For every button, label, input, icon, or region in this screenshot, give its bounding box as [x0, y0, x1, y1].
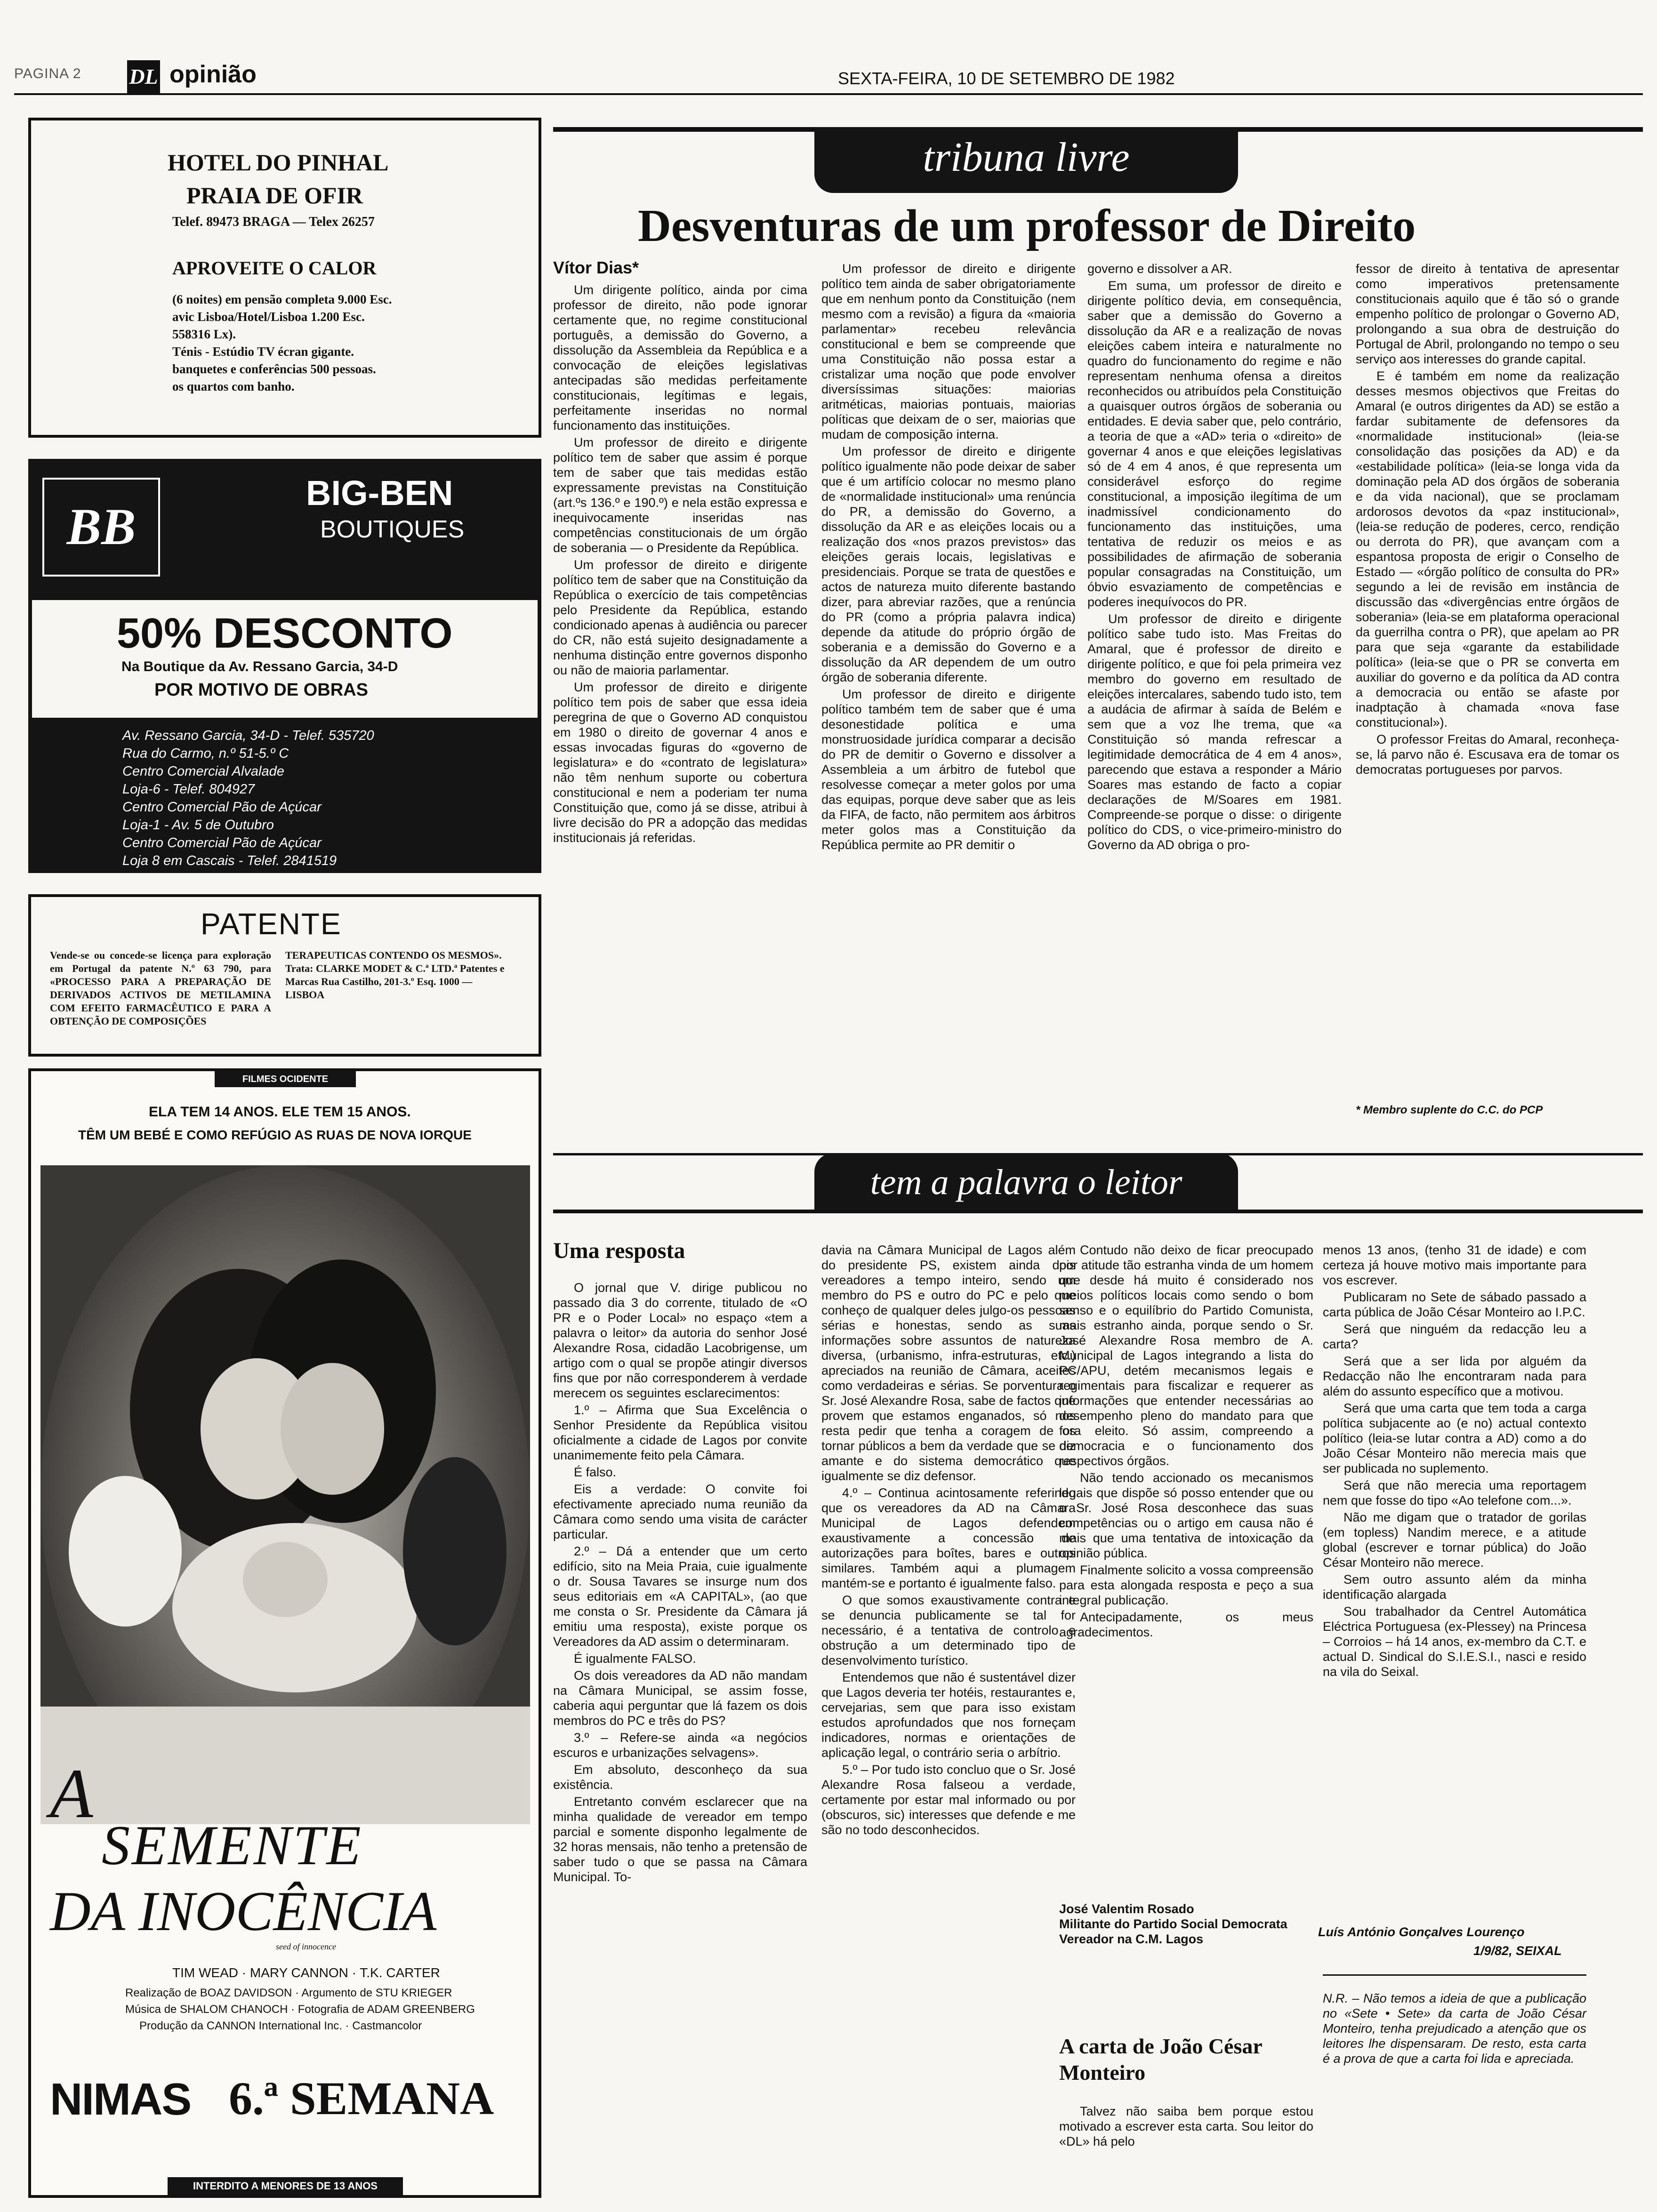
tribuna-headline: Desventuras de um professor de Direito	[638, 200, 1416, 251]
paragraph: Antecipadamente, os meus agradecimentos.	[1059, 1610, 1313, 1639]
bigben-line2: POR MOTIVO DE OBRAS	[154, 680, 368, 700]
paragraph: O jornal que V. dirige publicou no passado dia 3 do corrente, titulado de «O PR e o Poder Local» no espaço «tem a palavra o leitor» da autoria do senhor José Alexandre Rosa, cidadão Lacobrigense, um artigo com o qual se propõe atingir diversos fins que por não corresponderem à verdade merecem os seguintes esclarecimentos:	[553, 1281, 807, 1400]
tribuna-column-1	[553, 282, 807, 1125]
leitor-banner-text: tem a palavra o leitor	[870, 1162, 1182, 1202]
bigben-logo-text: BB	[66, 498, 136, 555]
hotel-name: HOTEL DO PINHAL	[168, 149, 389, 176]
paragraph: fessor de direito à tentativa de apresentar como imperativos pretensamente constitucionais aquilo que é tão só o grande empenho político de prolongar o Governo AD, prolongando a sua obra de destruição do Portugal de Abril, prolongando no tempo o seu serviço aos interesses do grande capital.	[1356, 262, 1619, 366]
film-credits2: Música de SHALOM CHANOCH · Fotografia de ADAM GREENBERG	[125, 2003, 475, 2016]
tribuna-footnote: * Membro suplente do C.C. do PCP	[1356, 1104, 1543, 1116]
note-rule	[1323, 1974, 1586, 1976]
film-title-line2: DA INOCÊNCIA	[50, 1880, 437, 1942]
paragraph: Um professor de direito e dirigente político tem ainda de saber obrigatoriamente que em nenhum ponto da Constituição (nem mesmo com a revisão) a figura da «maioria parlamentar» recebeu relevância constitucional e bem se compreende que uma Constituição não possa estar a cristalizar uma noção que pode envolver diversíssimas situações: maiorias aritméticas, maiorias pontuais, maiorias políticas que deixam de o ser, maiorias que mudam de composição interna.	[821, 262, 1076, 441]
film-week: 6.ª SEMANA	[229, 2072, 494, 2124]
hotel-line: banquetes e conferências 500 pessoas.	[172, 362, 376, 376]
bigben-top	[28, 459, 541, 600]
paragraph: davia na Câmara Municipal de Lagos além do presidente PS, existem ainda dois vereadores a tempo inteiro, sendo um membro do PS e outro do PC e pelo que conheço de qualquer deles julgo-os pessoas sérias e honestas, sendo as suas informações sobre assuntos de natureza diversa, (urbanismo, infra-estruturas, etc.) apreciados na reunião de Câmara, aceites como verdadeiras e sérias. Se porventura o Sr. José Alexandre Rosa, sabe de factos que provem que estamos enganados, só nos resta pedir que tenha a coragem de os tornar públicos a bem da verdade que se diz amante e do sistema democrático que igualmente se diz defensor.	[821, 1243, 1076, 1483]
tribuna-column-3	[1087, 261, 1342, 1125]
film-tagline1: ELA TEM 14 ANOS. ELE TEM 15 ANOS.	[149, 1104, 411, 1120]
paragraph: E é também em nome da realização desses mesmos objectivos que Freitas do Amaral (e outros dirigentes da AD) se estão a fardar subitamente de defensores da «normalidade institucional» (leia-se consolidação das posições da AD) e da «estabilidade política» (leia-se longa vida da dominação pela AD dos órgãos de soberania e da vida nacional), que se proclamam ardorosos devotos da «paz institucional», (leia-se redução de poderes, cerco, rendição ou derrota do PR), que avançam com a espantosa proposta de erigir o Conselho de Estado — «órgão político de consulta do PR» segundo a lei de revisão em instância de discussão das «divergências entre órgãos de soberania» (leia-se em plataforma operacional da guerrilha contra o PR), que apelam ao PR para que seja «garante da estabilidade política» (leia-se que o PR se converta em auxiliar do governo e da política da AD contra a democracia ou então se afaste por inadptação à chamada «nova fase constitucional»).	[1356, 369, 1619, 729]
paragraph: 2.º – Dá a entender que um certo edifício, sito na Meia Praia, cuie igualmente o dr. Sousa Tavares se insurge num dos seus editoriais em «A CAPITAL», (ao que me consta o Sr. Presidente da Câmara já emitiu uma resposta), existe porque os Vereadores da AD assim o determinaram.	[553, 1544, 807, 1649]
paragraph: Em absoluto, desconheço da sua existência.	[553, 1763, 807, 1792]
paragraph: Sem outro assunto além da minha identificação alargada	[1323, 1572, 1586, 1602]
address-line: Centro Comercial Pão de Açúcar	[122, 835, 322, 850]
dl-logo-text: DL	[129, 64, 158, 88]
leitor-column-4	[1323, 1242, 1586, 1897]
paragraph: Contudo não deixo de ficar preocupado por atitude tão estranha vinda de um homem que desde há muito é considerado nos meios políticos locais como sendo o bom senso e o equilíbrio do Partido Comunista, mais estranho ainda, porque sendo o Sr. José Alexandre Rosa membro de A. Municipal de Lagos integrando a lista do PC/APU, detém mecanismos legais e regimentais para fiscalizar e requerer as informações que entender necessárias ao desempenho pleno do mandato para que fora eleito. Só assim, compreendo a democracia e o funcionamento dos respectivos órgãos.	[1059, 1243, 1313, 1468]
paragraph: Será que não merecia uma reportagem nem que fosse do tipo «Ao telefone com...».	[1323, 1478, 1586, 1507]
bigben-title: BIG-BEN	[306, 473, 453, 513]
paragraph: menos 13 anos, (tenho 31 de idade) e com certeza já houve motivo mais importante para vos escrever.	[1323, 1243, 1586, 1287]
leitor-column-3	[1059, 1242, 1313, 1892]
film-poster-image	[40, 1165, 530, 1824]
paragraph: O professor Freitas do Amaral, reconheça-se, lá parvo não é. Escusava era de tomar os democratas portugueses por parvos.	[1356, 732, 1619, 777]
paragraph: 1.º – Afirma que Sua Excelência o Senhor Presidente da República visitou oficialmente a cidade de Lagos por convite unanimemente feito pela Câmara.	[553, 1403, 807, 1462]
film-original-title: seed of innocence	[276, 1942, 336, 1951]
address-line: Centro Comercial Alvalade	[122, 764, 284, 779]
editor-note: N.R. – Não temos a ideia de que a publicação no «Sete • Sete» da carta de João César Monteiro, tenha prejudicado a atenção que os leitores lhe dispensaram. De resto, esta carta é a prova de que a carta foi lida e apreciada.	[1323, 1991, 1586, 2066]
paragraph: Finalmente solicito a vossa compreensão para esta alongada resposta e peço a sua integral publicação.	[1059, 1563, 1313, 1607]
paragraph: Entendemos que não é sustentável dizer que Lagos deveria ter hotéis, restaurantes e, cervejarias, sem que para isso existam estudos aprofundados que nos forneçam indicadores, normas e orientações de aplicação legal, o contrário seria o arbítrio.	[821, 1670, 1076, 1760]
bigben-subtitle: BOUTIQUES	[320, 516, 465, 543]
paragraph: Publicaram no Sete de sábado passado a carta pública de João César Monteiro ao I.P.C.	[1323, 1290, 1586, 1319]
signature-line: Vereador na C.M. Lagos	[1059, 1932, 1204, 1946]
paragraph: Um professor de direito e dirigente político sabe tudo isto. Mas Freitas do Amaral, que é professor de direito e dirigente político, e que foi pela primeira vez membro do governo em resultado de eleições intercalares, sabendo tudo isto, tem a audácia de afirmar à saída de Belém e sem que a voz lhe trema, que «a Constituição só manda refrescar a legitimidade democrática de 4 em 4 anos», parecendo que estava a responder a Mário Soares mas estando de facto a copiar declarações de M/Soares em 1981. Compreende-se porque o disse: o dirigente político do CDS, o vice-primeiro-ministro do Governo da AD obriga o pro-	[1087, 612, 1342, 852]
signature-line: Militante do Partido Social Democrata	[1059, 1917, 1287, 1931]
patente-left-text: Vende-se ou concede-se licença para exploração em Portugal da patente N.º 63 790, para «PROCESSO PARA A PREPARAÇÃO DE DERIVADOS ACTIVOS DE METILAMINA COM EFEITO FARMACÊUTICO E PARA A OBTENÇÃO DE COMPOSIÇÕES	[50, 949, 271, 1027]
film-ad	[28, 1068, 541, 2198]
bigben-discount: 50% DESCONTO	[117, 610, 453, 657]
paragraph: Um professor de direito e dirigente político também tem de saber que é uma desonestidade política e uma monstruosidade jurídica comparar a decisão do PR de demitir o Governo e dissolver a Assembleia a um árbitro de futebol que resolvesse começar a meter golos por uma das equipas, porque deve saber que as leis da FIFA, de facto, não permitem aos árbitros meter golos mas a Constituição da República permite ao PR demitir o	[821, 687, 1076, 852]
film-distributor	[215, 1071, 356, 1087]
bigben-addresses	[28, 718, 541, 873]
header-rule	[14, 93, 1643, 95]
paragraph: Não tendo accionado os mecanismos legais que dispõe só posso entender que ou o Sr. José Rosa desconhece das suas competências ou o artigo em causa não é mais que uma tentativa de intoxicação da opinião pública.	[1059, 1471, 1313, 1560]
address-line: Centro Comercial Pão de Açúcar	[122, 800, 322, 815]
paragraph: É igualmente FALSO.	[574, 1651, 696, 1666]
paragraph: Um professor de direito e dirigente político igualmente não pode deixar de saber que é um artifício colocar no mesmo plano de «normalidade institucional» uma renúncia do PR, a demissão do Governo, a dissolução da AR e as eleições locais ou a realização dos «nos prazos previstos» das eleições gerais locais, legislativas e presidenciais. Porque se trata de questões e actos de natureza muito diferente bastando dizer, para abreviar razões, que a renúncia do PR (como a própria palavra indica) depende da atitude do próprio órgão de soberania e a demissão do Governo e a dissolução da AR dependem de um outro órgão de soberania diferente.	[821, 444, 1076, 684]
address-line: Loja-6 - Telef. 804927	[122, 782, 255, 797]
film-distributor-text: FILMES OCIDENTE	[242, 1074, 329, 1084]
hotel-line: Ténis - Estúdio TV écran gigante.	[172, 345, 354, 359]
hotel-line: (6 noites) em pensão completa 9.000 Esc.	[172, 292, 392, 306]
paragraph: Não me digam que o tratador de gorilas (em topless) Nandim merece, e a atitude global (escrever e tornar pública) do João César Monteiro não merece.	[1323, 1510, 1586, 1570]
bigben-discount-box	[28, 600, 541, 718]
patente-title: PATENTE	[201, 907, 342, 941]
address-line: Av. Ressano Garcia, 34-D - Telef. 535720	[122, 728, 374, 743]
hotel-location: PRAIA DE OFIR	[186, 182, 363, 208]
paragraph: 5.º – Por tudo isto concluo que o Sr. José Alexandre Rosa falseou a verdade, certamente por estar mal informado ou por (obscuros, sic) interesses que defende e me são no todo desconhecidos.	[821, 1763, 1076, 1837]
paragraph: Os dois vereadores da AD não mandam na Câmara Municipal, se assim fosse, caberia aqui perguntar que lá fazem os dois membros do PC e três do PS?	[553, 1668, 807, 1728]
bigben-logo	[42, 478, 160, 577]
leitor-column-3b	[1059, 2104, 1313, 2188]
paragraph: Talvez não saiba bem porque estou motivado a escrever esta carta. Sou leitor do «DL» há pelo	[1059, 2104, 1313, 2148]
signature-2-date: 1/9/82, SEIXAL	[1473, 1944, 1562, 1958]
leitor-banner	[814, 1153, 1238, 1212]
film-tagline2: TÊM UM BEBÉ E COMO REFÚGIO AS RUAS DE NOVA IORQUE	[78, 1128, 472, 1142]
hotel-line: avic Lisboa/Hotel/Lisboa 1.200 Esc.	[172, 310, 365, 324]
hotel-ad	[28, 118, 541, 438]
page-date: SEXTA-FEIRA, 10 DE SETEMBRO DE 1982	[838, 69, 1175, 88]
film-credits1: Realização de BOAZ DAVIDSON · Argumento de STU KRIEGER	[125, 1987, 452, 1999]
paragraph: Em suma, um professor de direito e dirigente político devia, em consequência, saber que a demissão do Governo a dissolução da AR e a realização de novas eleições cabem inteira e naturalmente no quadro do funcionamento do regime e não representam nenhuma ofensa a direitos reconhecidos ou atribuídos pela Constituição a quaisquer outros órgãos de soberania ou entidades. E devia saber que, pelo contrário, a teoria de que a «AD» teria o «direito» de governar 4 anos e que eleições legislativas só de 4 em 4 anos, é que representa um considerável esforço do regime constitucional, a imposição ilegítima de um inadmissível condicionamento do funcionamento das instituições, uma tentativa de reduzir os meios e as possibilidades de afirmação de soberania popular consagradas na Constituição, um óbvio esvaziamento de competências e poderes inequívocos do PR.	[1087, 279, 1342, 609]
paragraph: Sou trabalhador da Centrel Automática Eléctrica Portuguesa (ex-Plessey) na Princesa – Corroios – há 14 anos, ex-membro da C.T. e actual D. Sindical do S.I.E.S.I., nasci e resido na vila do Seixal.	[1323, 1604, 1586, 1679]
hotel-line: os quartos com banho.	[172, 379, 295, 393]
paragraph: 4.º – Continua acintosamente referindo que os vereadores da AD na Câmara Municipal de Lagos defendem exaustivamente a concessão de autorizações para boîtes, bares e outros similares. Também aqui a plumagem mantém-se e portanto é igualmente falso.	[821, 1486, 1076, 1590]
leitor-rule-bottom	[553, 1210, 1643, 1213]
patente-right-text: TERAPEUTICAS CONTENDO OS MESMOS». Trata: CLARKE MODET & C.ª LTD.ª Patentes e Marcas Rua Castilho, 201-3.º Esq. 1000 — LISBOA	[285, 949, 505, 1001]
hotel-headline: APROVEITE O CALOR	[172, 257, 377, 279]
hotel-contact: Telef. 89473 BRAGA — Telex 26257	[172, 215, 375, 229]
leitor-column-1	[553, 1280, 807, 2188]
paragraph: Será que uma carta que tem toda a carga política subjacente ao (e no) actual contexto político (leia-se lutar contra a AD) como a do João César Monteiro não merecia mais que ser publicada no suplemento.	[1323, 1401, 1586, 1475]
address-line: Loja-1 - Av. 5 de Outubro	[122, 817, 274, 833]
paragraph: Um professor de direito e dirigente político tem de saber que assim é porque tem de saber que tais medidas estão expressamente previstas na Constituição (art.ºs 136.º e 190.º) e nela estão expressa e inequivocamente inseridas nas competências constitucionais de um órgão de soberania — o Presidente da República.	[553, 435, 807, 555]
leitor-headline-2: A carta de João César Monteiro	[1059, 2034, 1262, 2084]
paragraph: governo e dissolver a AR.	[1087, 262, 1232, 276]
paragraph: Um professor de direito e dirigente político tem de saber que na Constituição da República o exercício de tais competências pelo Presidente da República, estando condicionado apenas à audiência ou parecer do CR, não está sujeito designadamente a nenhuma distinção entre governos disponho ou não de maioria parlamentar.	[553, 558, 807, 677]
film-rating-text: INTERDITO A MENORES DE 13 ANOS	[193, 2180, 378, 2192]
paragraph: É falso.	[574, 1465, 617, 1479]
hotel-line: 558316 Lx).	[172, 327, 236, 341]
film-cast: TIM WEAD · MARY CANNON · T.K. CARTER	[172, 1965, 440, 1980]
film-rating	[168, 2177, 403, 2195]
leitor-headline-1: Uma resposta	[553, 1238, 685, 1263]
tribuna-column-4	[1356, 261, 1619, 1099]
signature-line: José Valentim Rosado	[1059, 1902, 1194, 1916]
paragraph: Um dirigente político, ainda por cima professor de direito, não pode ignorar certamente que, no regime constitucional português, a demissão do Governo, a dissolução da Assembleia da República e a convocação de eleições legislativas antecipadas são medidas perfeitamente constitucionais, legítimas e legais, perfeitamente inseridas no normal funcionamento das instituições.	[553, 283, 807, 433]
paragraph: Um professor de direito e dirigente político tem pois de saber que essa ideia peregrina de que o Governo AD conquistou em 1980 o direito de governar 4 anos e essas invocadas figuras do «governo de legislatura» e do «contrato de legislatura» não têm nenhum suporte ou cobertura constitucional e nem a poderiam ter numa Constituição que, como já se disse, atribui à livre decisão do PR a adopção das medidas institucionais já referidas.	[553, 680, 807, 845]
address-line: Loja 8 em Cascais - Telef. 2841519	[122, 853, 337, 868]
paragraph: O que somos exaustivamente contra e se denuncia publicamente se tal for necessário, é a tentativa de controlo e obstrução a um determinado tipo de desenvolvimento turístico.	[821, 1593, 1076, 1667]
signature-2: Luís António Gonçalves Lourenço	[1318, 1925, 1525, 1939]
film-title-line1: SEMENTE	[102, 1814, 363, 1876]
patente-ad	[28, 894, 541, 1057]
film-cinema: NIMAS	[50, 2074, 191, 2124]
paragraph: 3.º – Refere-se ainda «a negócios escuros e urbanizações selvagens».	[553, 1731, 807, 1760]
address-line: Rua do Carmo, n.º 51-5.º C	[122, 746, 289, 761]
film-credits3: Produção da CANNON International Inc. · Castmancolor	[139, 2020, 422, 2032]
paragraph: Eis a verdade: O convite foi efectivamente apreciado numa reunião da Câmara como sendo uma visita de carácter particular.	[553, 1482, 807, 1541]
dl-logo	[127, 60, 160, 93]
signature-1	[1059, 1901, 1304, 1947]
tribuna-banner-text: tribuna livre	[923, 135, 1130, 180]
tribuna-byline: Vítor Dias*	[553, 258, 639, 277]
section-title: opinião	[169, 61, 257, 88]
paragraph: Será que a ser lida por alguém da Redacção não lhe encontraram nada para além do assunto específico que a motivou.	[1323, 1354, 1586, 1398]
tribuna-banner	[814, 127, 1238, 193]
paragraph: Entretanto convém esclarecer que na minha qualidade de vereador em tempo parcial e somente disponho legalmente de 32 horas mensais, não tenho a pretensão de saber tudo o que se passa na Câmara Municipal. To-	[553, 1795, 807, 1884]
page-label: PAGINA 2	[14, 66, 81, 81]
paragraph: Será que ninguém da redacção leu a carta?	[1323, 1322, 1586, 1351]
film-title-a: A	[50, 1755, 93, 1833]
tribuna-column-2	[821, 261, 1076, 1125]
bigben-line1: Na Boutique da Av. Ressano Garcia, 34-D	[121, 659, 398, 674]
leitor-column-2	[821, 1242, 1076, 2188]
